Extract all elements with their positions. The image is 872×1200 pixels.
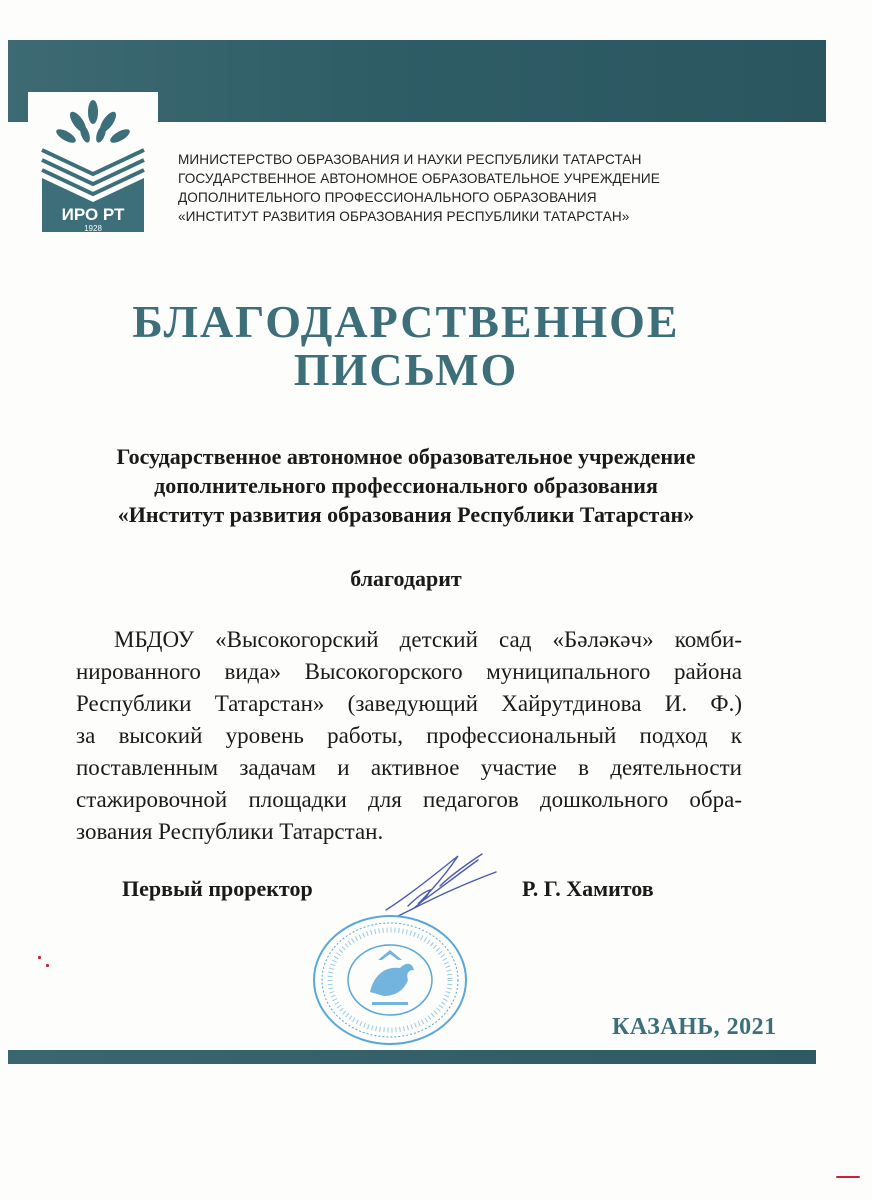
logo-abbr: ИРО РТ (61, 205, 125, 224)
thanks-word: благодарит (350, 566, 462, 591)
ministry-header (178, 150, 798, 226)
signatory-name: Р. Г. Хамитов (522, 876, 654, 901)
scan-speck (46, 964, 49, 967)
body-line: стажировочной площадки для педагогов дошкольного обра- (76, 787, 742, 812)
body-line: за высокий уровень работы, профессиональный подход к (76, 723, 742, 748)
signatory-role: Первый проректор (122, 876, 313, 901)
logo-year: 1928 (84, 224, 102, 233)
organization-line: Государственное автономное образовательное учреждение (116, 444, 696, 469)
body-line: зования Республики Татарстан. (76, 819, 384, 844)
institute-logo (28, 92, 158, 250)
official-seal (308, 910, 473, 1055)
scan-speck (38, 956, 41, 959)
header-line: ДОПОЛНИТЕЛЬНОГО ПРОФЕССИОНАЛЬНОГО ОБРАЗОВАНИЯ (178, 190, 597, 205)
body-line: Республики Татарстан» (заведующий Хайрутдинова И. Ф.) (76, 691, 742, 716)
letter-body (76, 624, 742, 848)
body-line: МБДОУ «Высокогорский детский сад «Бәләкәч» комби- (114, 627, 742, 652)
header-line: ГОСУДАРСТВЕННОЕ АВТОНОМНОЕ ОБРАЗОВАТЕЛЬНОЕ УЧРЕЖДЕНИЕ (178, 171, 660, 186)
organization-line: «Институт развития образования Республики Татарстан» (117, 502, 695, 527)
city-year: КАЗАНЬ, 2021 (612, 1014, 777, 1040)
header-line: «ИНСТИТУТ РАЗВИТИЯ ОБРАЗОВАНИЯ РЕСПУБЛИКИ ТАТАРСТАН» (178, 209, 630, 224)
footer-band (8, 1050, 816, 1064)
body-line: поставленным задачам и активное участие в деятельности (76, 755, 742, 780)
header-line: МИНИСТЕРСТВО ОБРАЗОВАНИЯ И НАУКИ РЕСПУБЛИКИ ТАТАРСТАН (178, 152, 642, 167)
body-line: нированного вида» Высокогорского муниципального района (76, 659, 742, 684)
scan-speck (836, 1176, 860, 1178)
issuing-organization (0, 442, 812, 529)
organization-line: дополнительного профессионального образования (154, 473, 658, 498)
document-title-line2: ПИСЬМО (293, 344, 519, 395)
document-title-line1: БЛАГОДАРСТВЕННОЕ (132, 296, 680, 347)
logo-emblem-icon (28, 92, 158, 250)
